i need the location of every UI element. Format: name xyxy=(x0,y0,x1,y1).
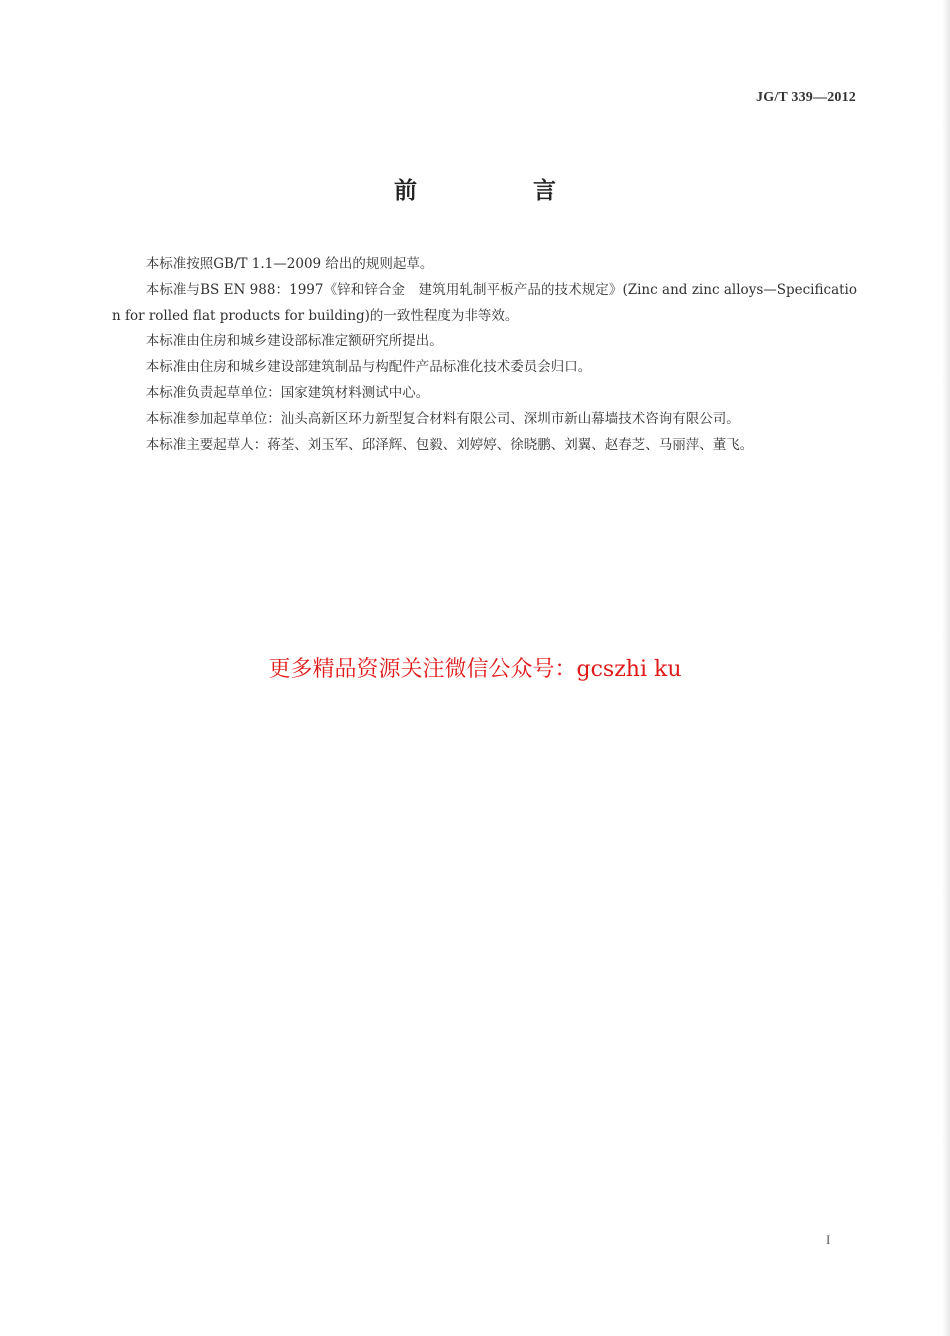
paragraph-participants: 本标准参加起草单位：汕头高新区环力新型复合材料有限公司、深圳市新山幕墙技术咨询有限公司。 xyxy=(145,410,740,427)
page-title: 前 言 xyxy=(393,178,610,204)
paragraph-drafters: 本标准主要起草人：蒋荃、刘玉军、邱泽辉、包毅、刘婷婷、徐晓鹏、刘翼、赵春芝、马丽萍、董飞。 xyxy=(145,436,754,453)
preface-body xyxy=(112,252,857,458)
paragraph-committee: 本标准由住房和城乡建设部建筑制品与构配件产品标准化技术委员会归口。 xyxy=(145,359,592,376)
paragraph-equivalence: 本标准与BS EN 988：1997《锌和锌合金 建筑用轧制平板产品的技术规定》(Zinc and zinc alloys—Specification for rolled flat products for building)的一致性程度为非等效。 xyxy=(112,281,857,324)
paragraph-lead-drafter: 本标准负责起草单位：国家建筑材料测试中心。 xyxy=(145,384,430,401)
standard-code: JG/T 339—2012 xyxy=(756,90,856,105)
paragraph-drafting-rules: 本标准按照GB/T 1.1—2009 给出的规则起草。 xyxy=(145,256,434,272)
page-number: I xyxy=(826,1232,831,1247)
paragraph-proposer: 本标准由住房和城乡建设部标准定额研究所提出。 xyxy=(145,333,443,350)
watermark-text: 更多精品资源关注微信公众号：gcszhi ku xyxy=(268,657,682,682)
